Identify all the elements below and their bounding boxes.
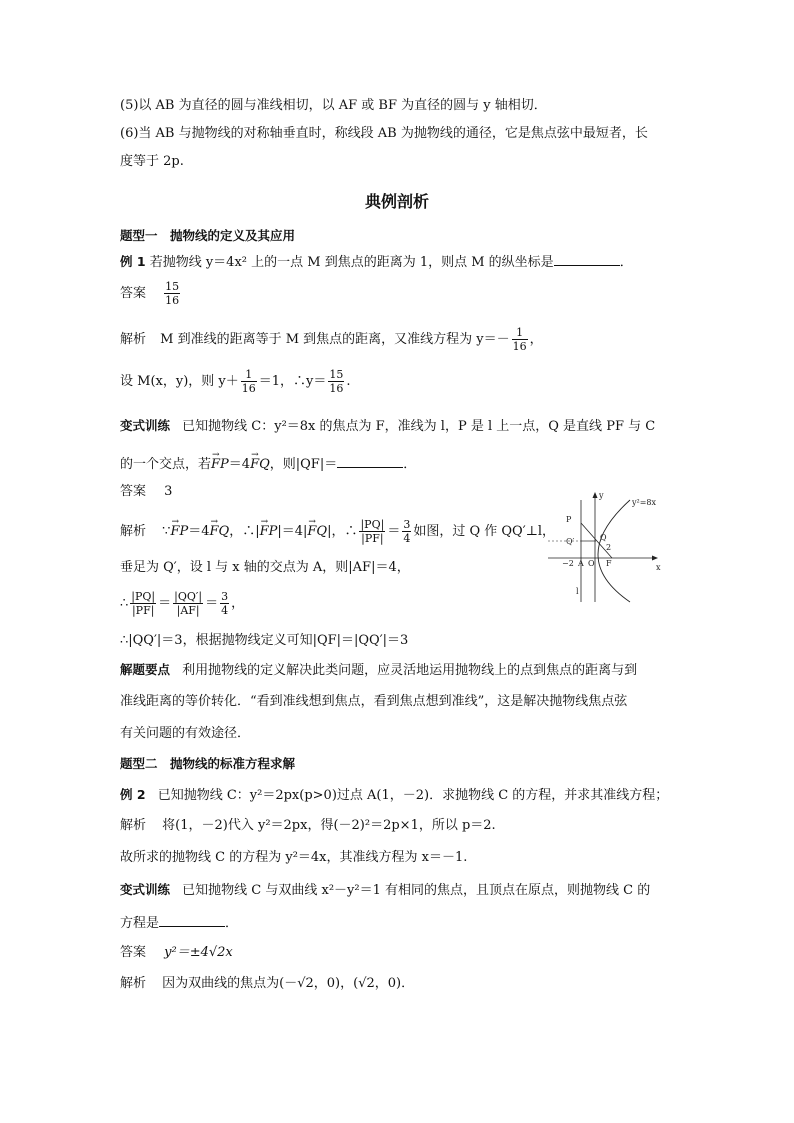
analysis-text: ，∴| [229,524,260,539]
variant-text: 方程是 [120,916,160,931]
variant-text: 已知抛物线 C：y²＝8x 的焦点为 F，准线为 l，P 是 l 上一点，Q 是直线 PF 与 C [182,419,656,434]
variant2-analysis [120,976,414,992]
example2-label: 例 2 [120,787,146,802]
fraction-numerator: |PQ| [131,590,156,603]
key-points-line3: 有关问题的有效途径． [120,726,251,741]
a-label: A [578,559,584,568]
key-points-text: 利用抛物线的定义解决此类问题，应灵活地运用抛物线上的点到焦点的距离与到 [182,663,638,678]
property-6-line2: 度等于 2p. [120,154,184,169]
two-label: 2 [606,543,612,552]
analysis-text: ＝ [158,596,172,611]
analysis-text: |，∴ [327,524,358,539]
property-6-line1: (6)当 AB 与抛物线的对称轴垂直时，称线段 AB 为抛物线的通径，它是焦点弦中最短者，长 [120,126,648,141]
neg2-label: −2 [562,559,574,568]
example1-analysis-line1 [120,326,543,353]
x-label: x [656,563,661,572]
curve-label: y²=8x [632,498,657,507]
analysis-text: |＝4| [277,524,308,539]
fraction-denominator: |PF| [361,532,384,545]
answer-label: 答案 [120,945,147,960]
analysis-text: ＝4 [188,524,210,539]
property-5: (5)以 AB 为直径的圆与准线相切，以 AF 或 BF 为直径的圆与 y 轴相切． [120,98,547,113]
analysis-fraction [328,368,344,395]
example2-analysis-line1 [120,818,496,834]
analysis-text: ＝ [387,524,401,539]
answer-value: y²＝±4√2x [164,945,233,960]
f-label: F [606,559,612,568]
analysis-text: ∵ [162,524,171,539]
variant1-analysis-line4: ∴|QQ′|＝3，根据抛物线定义可知|QF|＝|QQ′|＝3 [120,633,409,648]
parabola-curve [598,500,630,602]
x-axis-arrow [652,556,658,561]
fraction-denominator: 16 [512,340,527,353]
variant1-analysis-line3 [120,590,244,617]
fraction-numerator: 15 [165,280,180,293]
example2-analysis-line2: 故所求的抛物线 C 的方程为 y²＝4x，其准线方程为 x＝－1. [120,850,468,865]
fraction-denominator: |AF| [176,604,200,617]
variant2-line2 [120,914,238,932]
variant-label: 变式训练 [120,418,171,433]
example2 [120,787,668,804]
analysis-text: M 到准线的距离等于 M 到焦点的距离，又准线方程为 y＝－ [160,332,510,347]
variant-text: 已知抛物线 C 与双曲线 x²－y²＝1 有相同的焦点，且顶点在原点，则抛物线 C 的 [182,883,651,898]
fraction-numerator: |QQ′| [174,590,203,603]
analysis-label: 解析 [120,524,147,539]
vector-fq: → FQ [210,524,230,540]
variant1-analysis-line1 [120,518,555,545]
analysis-fraction [241,368,257,395]
example1-text: 若抛物线 y＝4x² 上的一点 M 到焦点的距离为 1，则点 M 的纵坐标是 [149,255,554,270]
y-label: y [599,491,604,500]
fraction-numerator: 15 [329,368,344,381]
type1-heading: 题型一 抛物线的定义及其应用 [120,228,296,243]
analysis-text: 将(1，－2)代入 y²＝2px，得(－2)²＝2p×1，所以 p＝2. [162,818,496,833]
analysis-fraction [173,590,203,617]
fraction-numerator: 3 [221,590,229,603]
key-points-label: 解题要点 [120,662,171,677]
analysis-text-end: ， [231,596,245,611]
fraction-denominator: 16 [241,382,256,395]
p-label: P [566,515,572,524]
q-label: Q [600,533,607,542]
q-prime-label: Q′ [566,537,575,546]
vector-fp: → FP [260,524,278,540]
fraction-denominator: 16 [329,382,344,395]
variant2-line1 [120,882,650,899]
key-points-line1 [120,662,637,679]
key-points-line2: 准线距离的等价转化．“看到准线想到焦点，看到焦点想到准线”，这是解决抛物线焦点弦 [120,694,628,709]
analysis-fraction [359,518,385,545]
example1 [120,253,633,271]
analysis-fraction [130,590,156,617]
vector-fq: → FQ [250,457,270,473]
variant-text: 的一个交点，若 [120,457,212,472]
analysis-text: ∴ [120,596,129,611]
section-title: 典例剖析 [364,192,429,211]
answer-fraction [164,280,180,307]
variant2-answer [120,945,233,961]
fraction-denominator: 4 [403,532,411,545]
analysis-text: ＝ [205,596,219,611]
answer-blank [159,914,225,927]
fraction-numerator: 1 [512,326,528,340]
answer-value: 3 [164,484,173,499]
l-label: l [576,587,579,596]
type2-heading: 题型二 抛物线的标准方程求解 [120,756,296,771]
y-axis-arrow [593,492,598,498]
line-pf [581,523,612,558]
variant-text-end: ． [403,457,417,472]
fraction-numerator: 1 [241,368,257,382]
example1-label: 例 1 [120,254,146,269]
variant-text: ，则|QF|＝ [269,457,338,472]
vector-fp: → FP [170,524,188,540]
example2-text: 已知抛物线 C：y²＝2px(p>0)过点 A(1，－2)．求抛物线 C 的方程，并求其准线方程； [157,788,669,803]
vector-fq: → FQ [307,524,327,540]
analysis-text-end: . [346,374,351,389]
analysis-text: 如图，过 Q 作 QQ′⊥l， [413,524,556,539]
analysis-label: 解析 [120,976,147,991]
analysis-text-end: ， [529,332,543,347]
fraction-numerator: 3 [403,518,411,531]
analysis-fraction [402,518,411,545]
analysis-fraction [512,326,528,353]
parabola-figure [548,490,672,604]
variant1-answer [120,484,172,500]
variant1-analysis-line2: 垂足为 Q′，设 l 与 x 轴的交点为 A，则|AF|＝4， [120,560,410,575]
analysis-text: ＝1，∴y＝ [258,374,327,389]
variant-text-end: ． [225,916,239,931]
answer-label: 答案 [120,484,147,499]
example1-answer [120,280,182,307]
fraction-denominator: 16 [165,294,180,307]
o-label: O [588,559,595,568]
example1-end: ． [619,255,633,270]
parabola-diagram [548,490,672,604]
analysis-label: 解析 [120,818,147,833]
variant1-line2 [120,455,416,473]
fraction-numerator: |PQ| [360,518,385,531]
fraction-denominator: 4 [221,604,229,617]
variant-label: 变式训练 [120,882,171,897]
example1-analysis-line2 [120,368,351,395]
answer-blank [337,455,403,468]
variant-text: ＝4 [228,457,251,472]
analysis-label: 解析 [120,332,147,347]
fraction-denominator: |PF| [131,604,155,617]
variant1-line1 [120,418,655,435]
analysis-text: 设 M(x，y)，则 y＋ [120,374,239,389]
answer-blank [554,253,620,266]
analysis-text: 因为双曲线的焦点为(－√2，0)，(√2，0)． [162,976,415,991]
analysis-fraction [220,590,229,617]
answer-label: 答案 [120,286,147,301]
vector-fp: → FP [211,457,229,473]
